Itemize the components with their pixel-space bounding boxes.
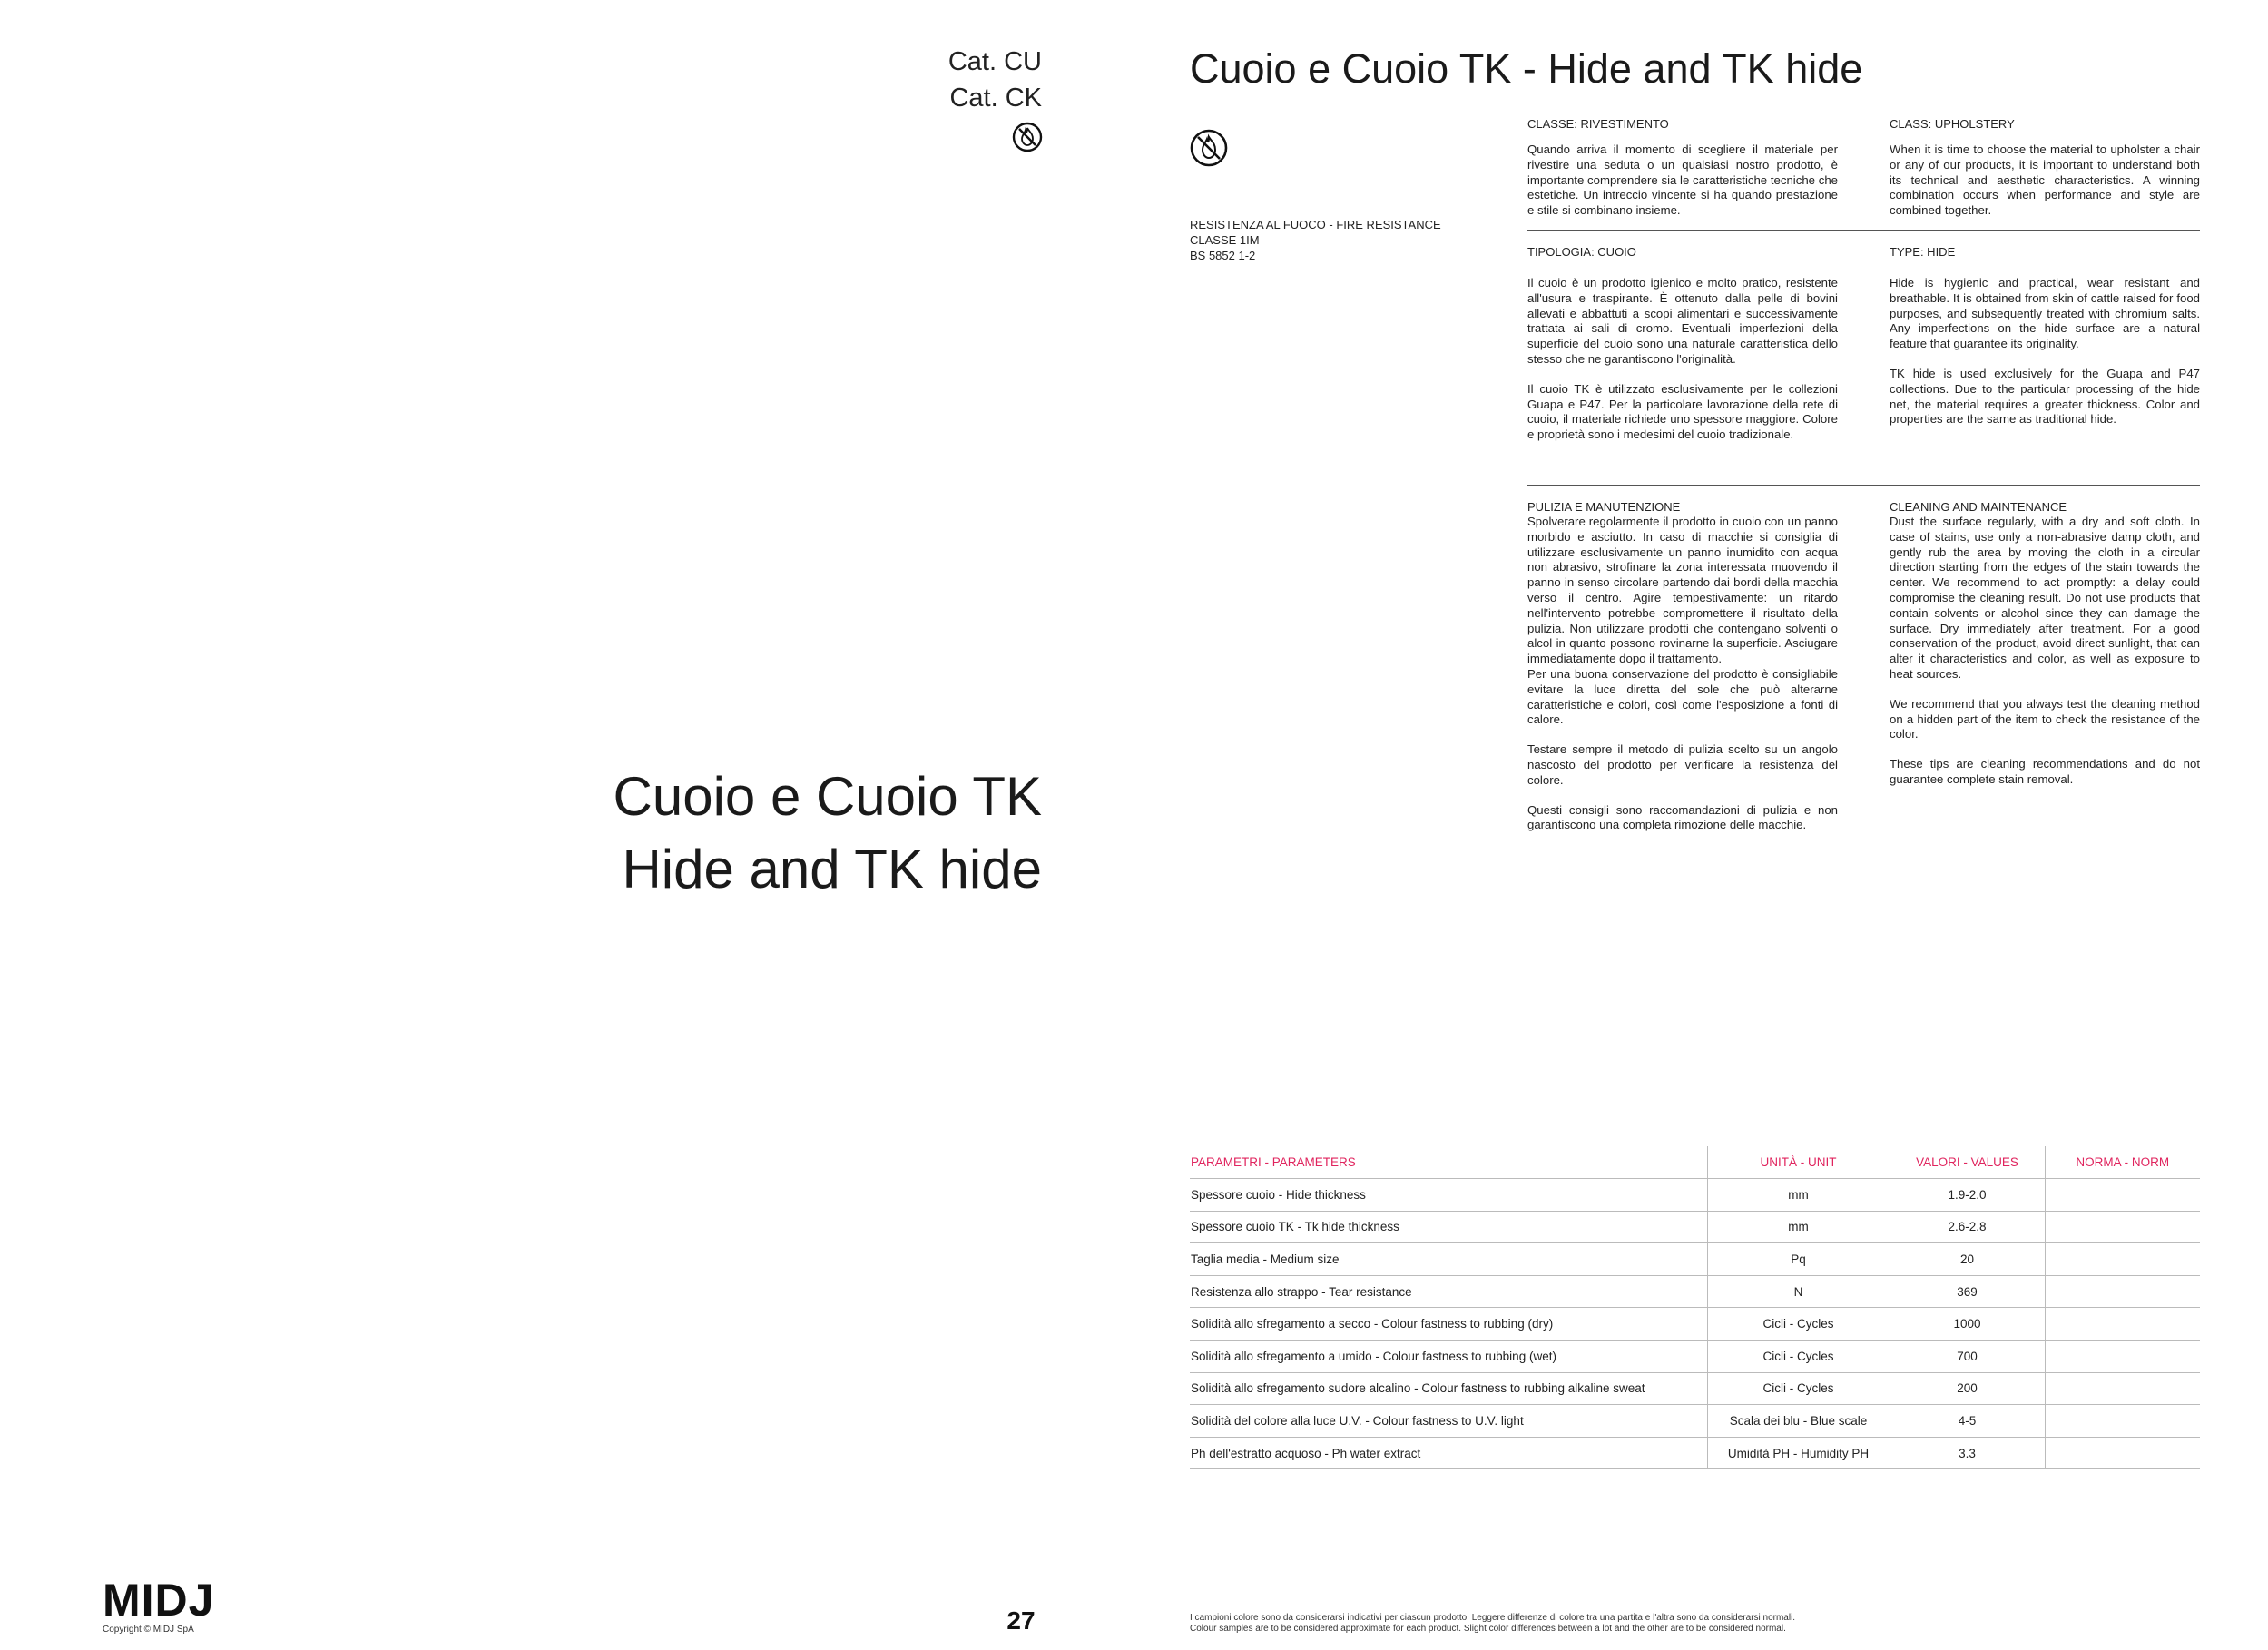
table-row bbox=[1190, 1437, 2200, 1469]
table-body bbox=[1190, 1179, 2200, 1469]
class-heading-en: CLASS: UPHOLSTERY bbox=[1890, 117, 2015, 131]
type-heading-it: TIPOLOGIA: CUOIO bbox=[1527, 245, 1636, 259]
cell-norm bbox=[2045, 1211, 2200, 1243]
cleaning-text-en-1: Dust the surface regularly, with a dry and soft cloth. In case of stains, use only a non-abrasive damp cloth, and gently rub the area by moving the cloth in a circular direction starting from the edges of the stain towards the center. We recommend to act promptly: a delay could compromise the cleaning result. Do not use products that contain solvents or alcohol since they can damage the surface. Dry immediately after treatment. For a good conservation of the product, avoid direct sunlight, that can alter it characteristics and color, as well as exposure to heat sources. bbox=[1890, 515, 2200, 681]
cell-value: 3.3 bbox=[1890, 1437, 2045, 1469]
type-text-it-2: Il cuoio TK è utilizzato esclusivamente per le collezioni Guapa e P47. Per la particolare lavorazione della rete di cuoio, il materiale richiede uno spessore maggiore. Colore e proprietà sono i medesimi del cuoio tradizionale. bbox=[1527, 381, 1838, 442]
type-text-it-1: Il cuoio è un prodotto igienico e molto pratico, resistente all'usura e traspirante. È ottenuto dalla pelle di bovini allevati e abbattuti a scopi alimentari e successivamente trattata ai sali di cromo. Eventuali imperfezioni della superficie del cuoio sono una naturale caratteristica dello stesso che ne garantiscono l'originalità. bbox=[1527, 276, 1838, 366]
cell-unit: N bbox=[1707, 1275, 1890, 1308]
cell-value: 2.6-2.8 bbox=[1890, 1211, 2045, 1243]
cell-norm bbox=[2045, 1243, 2200, 1276]
cell-norm bbox=[2045, 1437, 2200, 1469]
cell-parameter: Solidità allo sfregamento a secco - Colour fastness to rubbing (dry) bbox=[1190, 1308, 1707, 1341]
cell-value: 4-5 bbox=[1890, 1405, 2045, 1438]
fire-resistance-info bbox=[1190, 217, 1441, 263]
type-text-en-1: Hide is hygienic and practical, wear resistant and breathable. It is obtained from skin of cattle raised for food purposes, and subsequently treated with chromium salts. Any imperfections on the hide surface are a natural feature that guarantee its originality. bbox=[1890, 276, 2200, 351]
fire-resistance-class: CLASSE 1IM bbox=[1190, 233, 1260, 247]
table-row bbox=[1190, 1372, 2200, 1405]
cell-unit: Pq bbox=[1707, 1243, 1890, 1276]
cell-norm bbox=[2045, 1372, 2200, 1405]
cleaning-heading-en: CLEANING AND MAINTENANCE bbox=[1890, 500, 2067, 514]
category-code-cu: Cat. CU bbox=[947, 47, 1042, 76]
copyright-text: Copyright © MIDJ SpA bbox=[103, 1625, 194, 1635]
cleaning-text-en-2: We recommend that you always test the cleaning method on a hidden part of the item to check the resistance of the color. bbox=[1890, 696, 2200, 742]
left-title-line-2: Hide and TK hide bbox=[622, 839, 1042, 899]
cell-value: 1.9-2.0 bbox=[1890, 1179, 2045, 1212]
table-header-row bbox=[1190, 1146, 2200, 1179]
cell-unit: Cicli - Cycles bbox=[1707, 1308, 1890, 1341]
cleaning-heading-it: PULIZIA E MANUTENZIONE bbox=[1527, 500, 1681, 514]
table-row bbox=[1190, 1405, 2200, 1438]
type-heading-en: TYPE: HIDE bbox=[1890, 245, 1956, 259]
cell-value: 700 bbox=[1890, 1340, 2045, 1372]
cell-norm bbox=[2045, 1308, 2200, 1341]
cell-unit: mm bbox=[1707, 1179, 1890, 1212]
cell-norm bbox=[2045, 1275, 2200, 1308]
fire-resistance-standard: BS 5852 1-2 bbox=[1190, 249, 1256, 262]
left-title-line-1: Cuoio e Cuoio TK bbox=[613, 766, 1042, 827]
class-section-it bbox=[1527, 116, 1838, 219]
cell-parameter: Solidità allo sfregamento a umido - Colour fastness to rubbing (wet) bbox=[1190, 1340, 1707, 1372]
header-norm: NORMA - NORM bbox=[2045, 1146, 2200, 1179]
cell-parameter: Taglia media - Medium size bbox=[1190, 1243, 1707, 1276]
cleaning-text-it-3: Testare sempre il metodo di pulizia scelto su un angolo nascosto del prodotto per verificare la resistenza del colore. bbox=[1527, 742, 1838, 787]
header-unit: UNITÀ - UNIT bbox=[1707, 1146, 1890, 1179]
cleaning-section-en bbox=[1890, 499, 2200, 788]
cell-norm bbox=[2045, 1179, 2200, 1212]
footnote-english: Colour samples are to be considered approximate for each product. Slight color differences between a lot and the other are to be considered normal. bbox=[1190, 1624, 1786, 1634]
logo-text: MIDJ bbox=[103, 1575, 215, 1625]
fire-resistance-icon bbox=[1190, 129, 1228, 167]
class-heading-it: CLASSE: RIVESTIMENTO bbox=[1527, 117, 1669, 131]
table-row bbox=[1190, 1179, 2200, 1212]
header-values: VALORI - VALUES bbox=[1890, 1146, 2045, 1179]
cleaning-text-it-4: Questi consigli sono raccomandazioni di pulizia e non garantiscono una completa rimozione delle macchie. bbox=[1527, 802, 1838, 832]
type-section-en bbox=[1890, 244, 2200, 427]
class-section-en bbox=[1890, 116, 2200, 219]
cell-value: 1000 bbox=[1890, 1308, 2045, 1341]
page-title: Cuoio e Cuoio TK - Hide and TK hide bbox=[1190, 45, 1863, 92]
cell-value: 200 bbox=[1890, 1372, 2045, 1405]
cleaning-text-en-3: These tips are cleaning recommendations and do not guarantee complete stain removal. bbox=[1890, 757, 2200, 786]
cell-parameter: Resistenza allo strappo - Tear resistance bbox=[1190, 1275, 1707, 1308]
cell-parameter: Spessore cuoio TK - Tk hide thickness bbox=[1190, 1211, 1707, 1243]
brand-logo bbox=[103, 1577, 214, 1635]
cell-unit: Umidità PH - Humidity PH bbox=[1707, 1437, 1890, 1469]
table-row bbox=[1190, 1243, 2200, 1276]
table-row bbox=[1190, 1211, 2200, 1243]
cleaning-text-it-1: Spolverare regolarmente il prodotto in cuoio con un panno morbido e asciutto. In caso di macchie si consiglia di utilizzare esclusivamente un panno inumidito con acqua non abrasivo, strofinare la zona interessata muovendo il panno in senso circolare partendo dai bordi della macchia verso il centro. Agire tempestivamente: un ritardo nell'intervento potrebbe compromettere il risultato della pulizia. Non utilizzare prodotti che contengano solventi o alcol in quanto possono rovinarne la superficie. Asciugare immediatamente dopo il trattamento. bbox=[1527, 515, 1838, 666]
class-text-en: When it is time to choose the material to upholster a chair or any of our products, it is important to understand both its technical and aesthetic characteristics. A winning combination occurs when performance and style are combined together. bbox=[1890, 142, 2200, 218]
table-row bbox=[1190, 1340, 2200, 1372]
cell-value: 20 bbox=[1890, 1243, 2045, 1276]
page-number: 27 bbox=[1006, 1606, 1036, 1635]
cell-unit: Cicli - Cycles bbox=[1707, 1340, 1890, 1372]
cell-value: 369 bbox=[1890, 1275, 2045, 1308]
footnote bbox=[1190, 1613, 1795, 1635]
type-text-en-2: TK hide is used exclusively for the Guapa and P47 collections. Due to the particular processing of the hide net, the material requires a greater thickness. Color and properties are the same as traditional hide. bbox=[1890, 366, 2200, 427]
left-page-title bbox=[614, 761, 1043, 906]
section-divider bbox=[1527, 485, 2200, 486]
header-parameters: PARAMETRI - PARAMETERS bbox=[1190, 1146, 1707, 1179]
type-section-it bbox=[1527, 244, 1838, 443]
parameters-table bbox=[1190, 1146, 2200, 1469]
table-row bbox=[1190, 1275, 2200, 1308]
section-divider bbox=[1527, 230, 2200, 231]
cell-parameter: Spessore cuoio - Hide thickness bbox=[1190, 1179, 1707, 1212]
cell-unit: Cicli - Cycles bbox=[1707, 1372, 1890, 1405]
fire-resistance-icon bbox=[1012, 122, 1043, 152]
category-codes bbox=[948, 44, 1042, 116]
cell-parameter: Solidità allo sfregamento sudore alcalino - Colour fastness to rubbing alkaline sweat bbox=[1190, 1372, 1707, 1405]
fire-resistance-label: RESISTENZA AL FUOCO - FIRE RESISTANCE bbox=[1190, 218, 1441, 231]
cleaning-section-it bbox=[1527, 499, 1838, 833]
footnote-italian: I campioni colore sono da considerarsi indicativi per ciascun prodotto. Leggere differenze di colore tra una partita e l'altra sono da considerarsi normali. bbox=[1190, 1613, 1796, 1623]
cell-unit: mm bbox=[1707, 1211, 1890, 1243]
cell-norm bbox=[2045, 1340, 2200, 1372]
cell-norm bbox=[2045, 1405, 2200, 1438]
cell-parameter: Solidità del colore alla luce U.V. - Colour fastness to U.V. light bbox=[1190, 1405, 1707, 1438]
cell-unit: Scala dei blu - Blue scale bbox=[1707, 1405, 1890, 1438]
cleaning-text-it-2: Per una buona conservazione del prodotto è consigliabile evitare la luce diretta del sole che può alterarne caratteristiche e colori, così come l'esposizione a fonti di calore. bbox=[1527, 666, 1838, 727]
class-text-it: Quando arriva il momento di scegliere il materiale per rivestire una seduta o un qualsiasi nostro prodotto, è importante comprendere sia le caratteristiche tecniche che estetiche. Un intreccio vincente si ha quando prestazione e stile si combinano insieme. bbox=[1527, 142, 1838, 218]
cell-parameter: Ph dell'estratto acquoso - Ph water extract bbox=[1190, 1437, 1707, 1469]
category-code-ck: Cat. CK bbox=[949, 83, 1042, 113]
table-row bbox=[1190, 1308, 2200, 1341]
